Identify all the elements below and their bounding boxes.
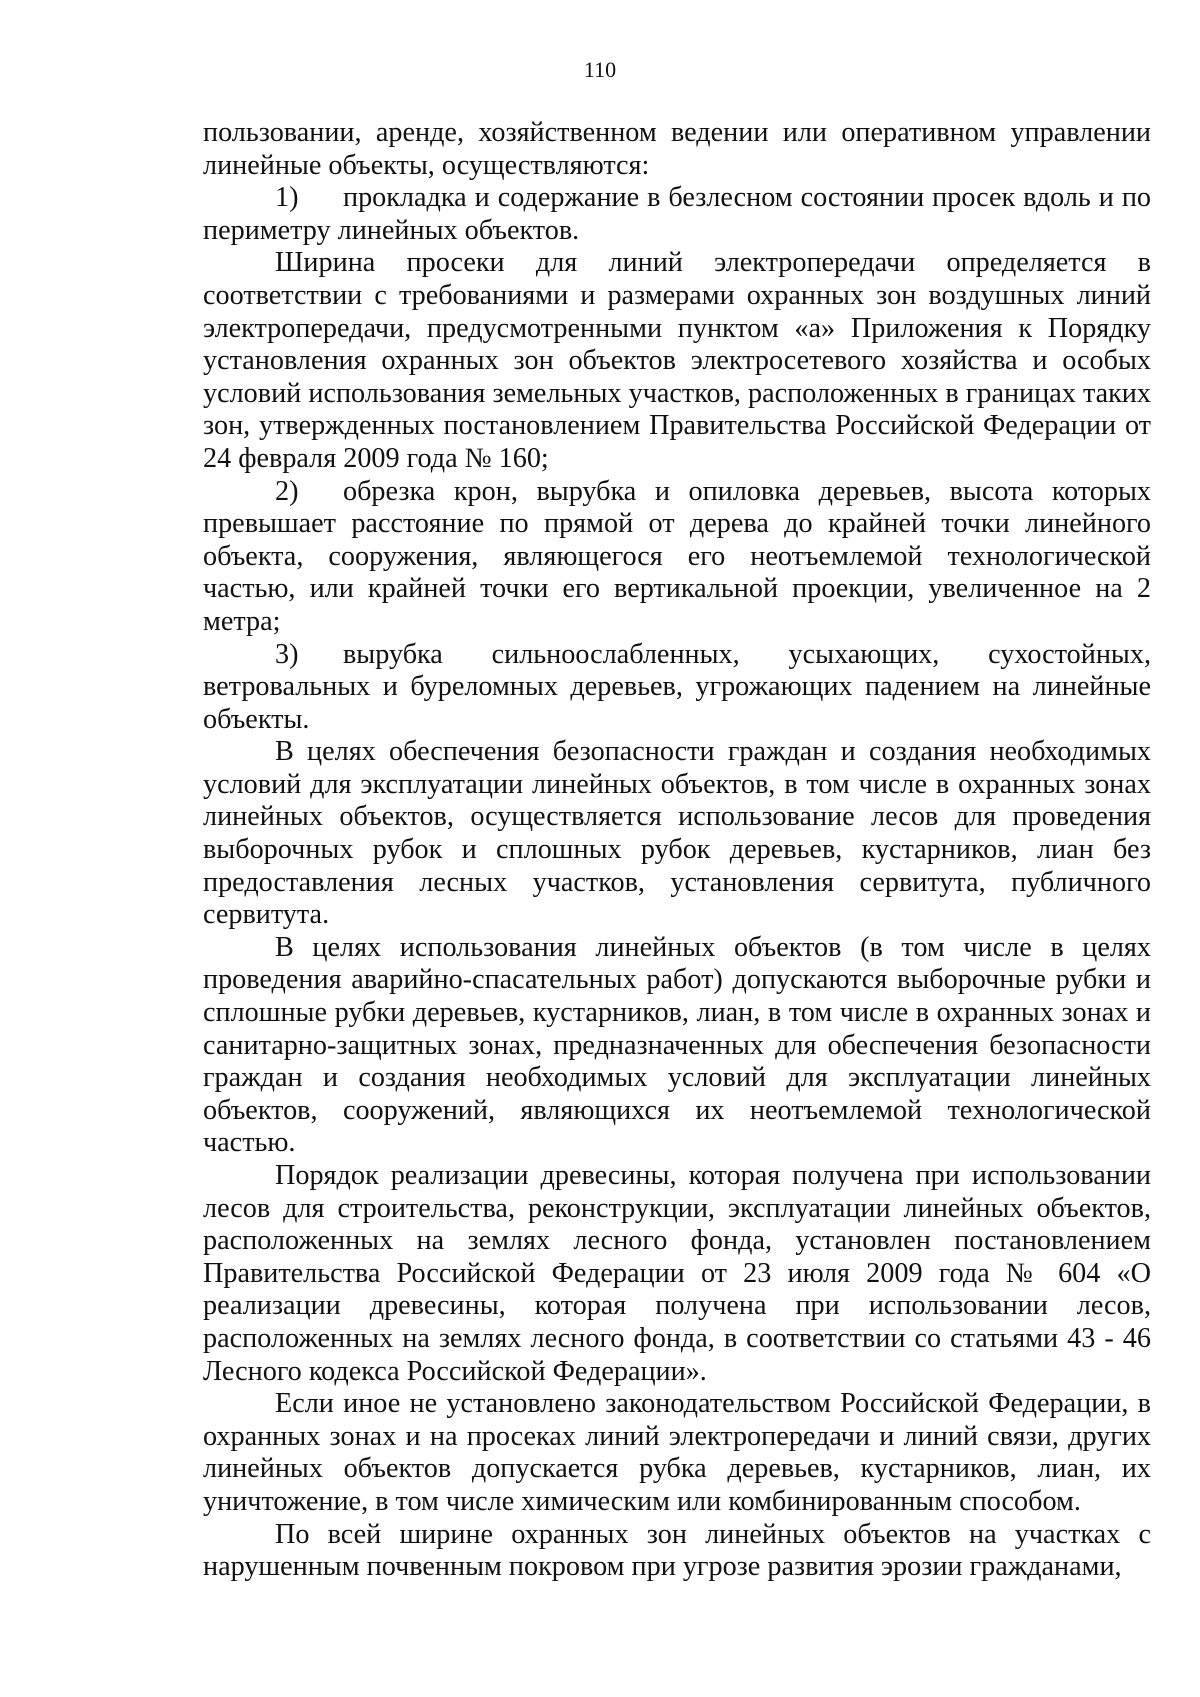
paragraph-safety: В целях обеспечения безопасности граждан и создания необходимых условий для эксплуатации линейных объектов, в том числе в охранных зонах линейных объектов, осуществляется использование лесов для проведения выборочных рубок и сплошных рубок деревьев, кустарников, лиан без предоставления лесных участков, установления сервитута, публичного сервитута. [203,736,1151,931]
paragraph-continuation: пользовании, аренде, хозяйственном ведении или оперативном управлении линейные объекты, осуществляются: [203,117,1151,181]
paragraph-usage: В целях использования линейных объектов (в том числе в целях проведения аварийно-спасательных работ) допускаются выборочные рубки и сплошные рубки деревьев, кустарников, лиан, в том числе в охранных зонах и санитарно-защитных зонах, предназначенных для обеспечения безопасности граждан и создания необходимых условий для эксплуатации линейных объектов, сооружений, являющихся их неотъемлемой технологической частью. [203,931,1151,1159]
paragraph-felling: Если иное не установлено законодательством Российской Федерации, в охранных зонах и на просеках линий электропередачи и линий связи, других линейных объектов допускается рубка деревьев, кустарников, лиан, их уничтожение, в том числе химическим или комбинированным способом. [203,1388,1151,1517]
document-body [203,117,1151,1584]
list-item-number: 1) [275,182,299,214]
list-item-number: 3) [275,638,299,670]
paragraph-timber-sale: Порядок реализации древесины, которая получена при использовании лесов для строительства, реконструкции, эксплуатации линейных объектов, расположенных на землях лесного фонда, установлен постановлением Правительства Российской Федерации от 23 июля 2009 года № 604 «О реализации древесины, которая получена при использовании лесов, расположенных на землях лесного фонда, в соответствии со статьями 43 - 46 Лесного кодекса Российской Федерации». [203,1160,1151,1387]
list-item-2 [203,476,1151,639]
list-item-number: 2) [275,475,299,507]
list-item-3 [203,639,1151,737]
page-number: 110 [583,57,617,82]
paragraph-erosion: По всей ширине охранных зон линейных объектов на участках с нарушенным почвенным покровом при угрозе развития эрозии гражданами, [203,1518,1151,1583]
list-item-1 [203,182,1151,247]
list-item-text: прокладка и содержание в безлесном состоянии просек вдоль и по периметру линейных объектов. [203,182,1151,246]
list-item-text: обрезка крон, вырубка и опиловка деревьев, высота которых превышает расстояние по прямой от дерева до крайней точки линейного объекта, сооружения, являющегося его неотъемлемой технологической частью, или крайней точки его вертикальной проекции, увеличенное на 2 метра; [203,475,1151,637]
list-item-text: вырубка сильноослабленных, усыхающих, сухостойных, ветровальных и буреломных деревьев, угрожающих падением на линейные объекты. [203,638,1151,735]
paragraph-clearing-width: Ширина просеки для линий электропередачи определяется в соответствии с требованиями и размерами охранных зон воздушных линий электропередачи, предусмотренными пунктом «а» Приложения к Порядку установления охранных зон объектов электросетевого хозяйства и особых условий использования земельных участков, расположенных в границах таких зон, утвержденных постановлением Правительства Российской Федерации от 24 февраля 2009 года № 160; [203,247,1151,474]
